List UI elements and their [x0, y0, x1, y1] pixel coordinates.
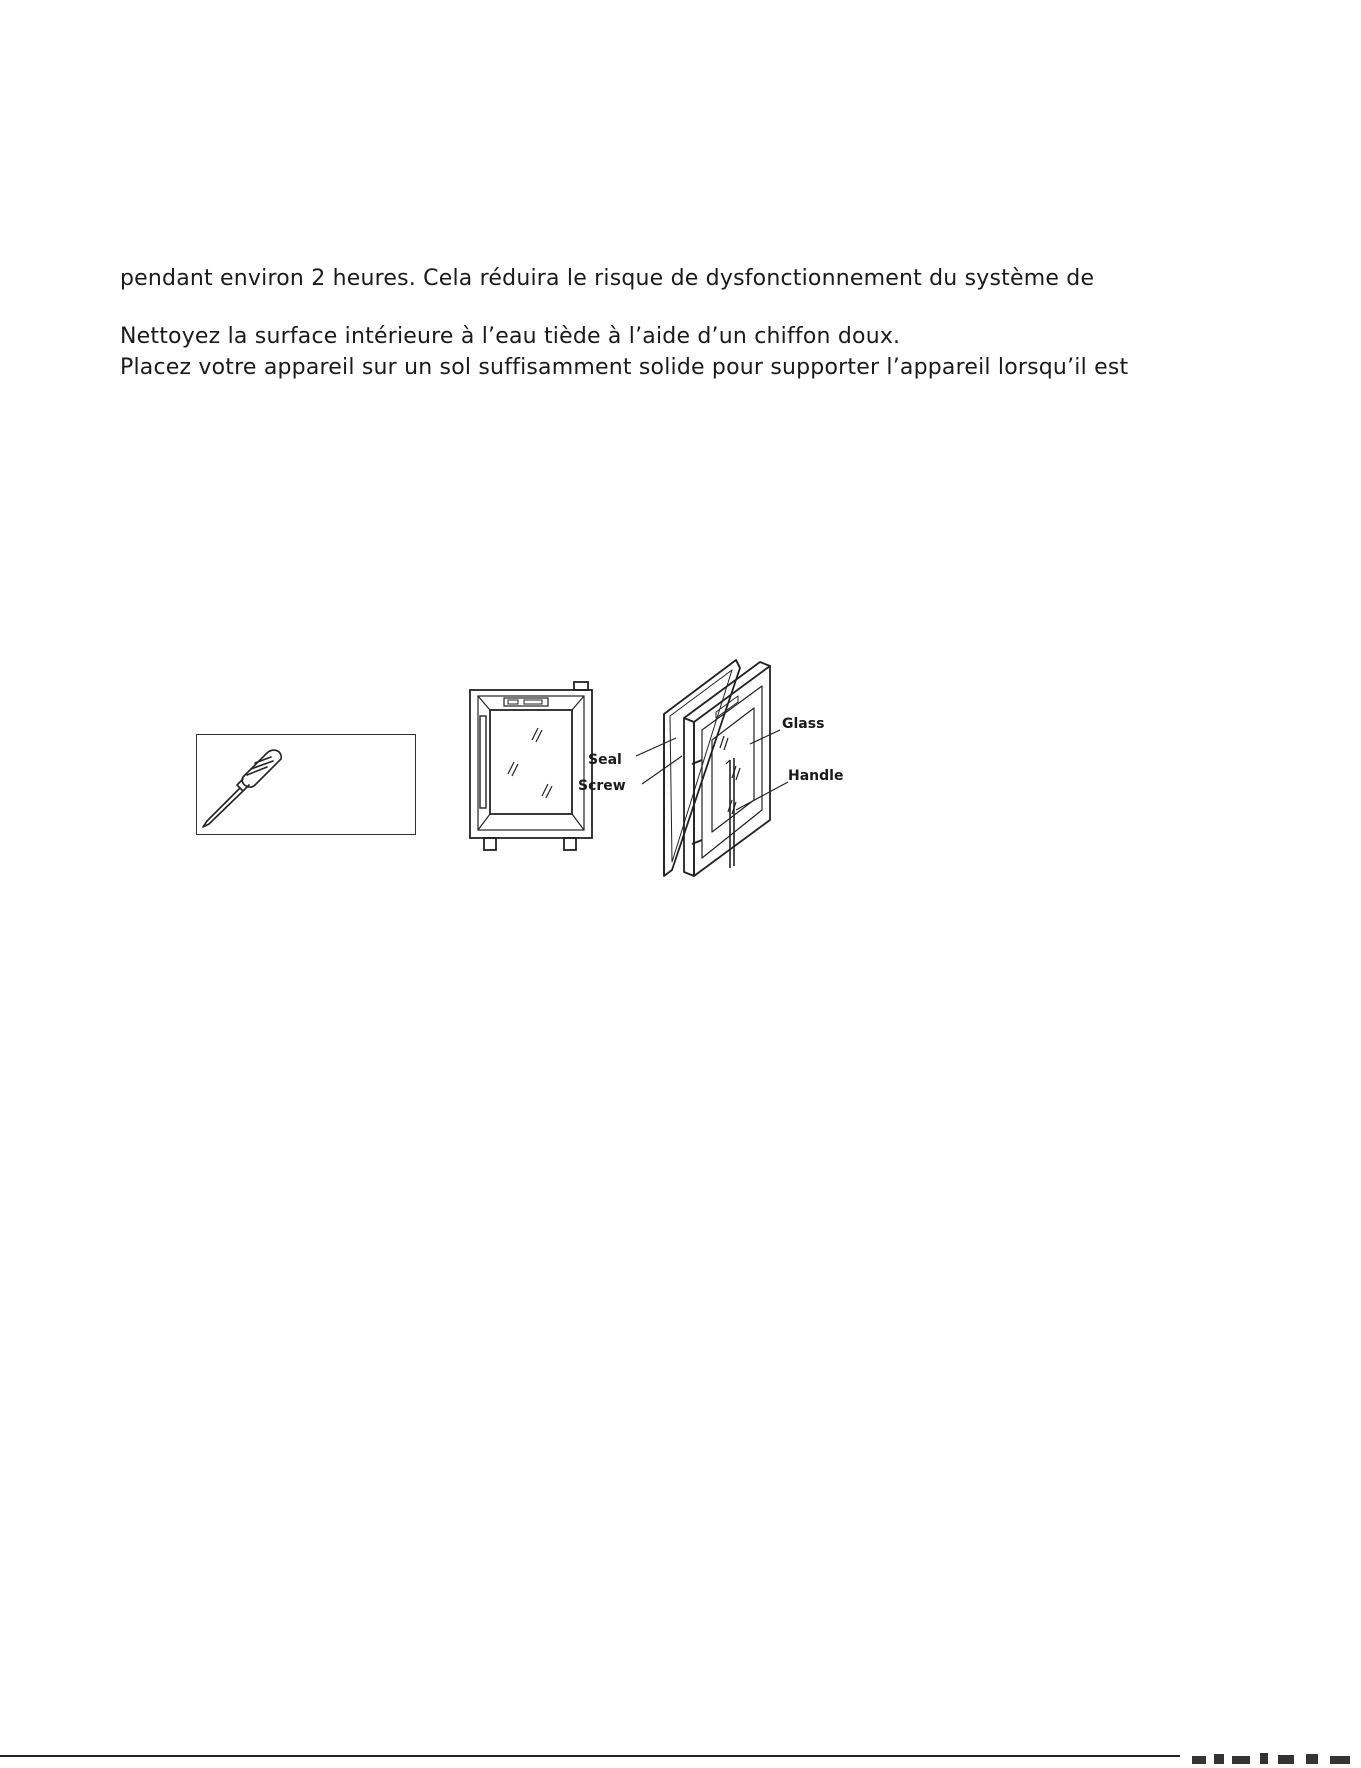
label-glass: Glass	[782, 716, 825, 732]
screwdriver-icon	[197, 735, 417, 836]
footer-fragment	[1190, 1749, 1361, 1761]
body-text-line-2: Nettoyez la surface intérieure à l’eau tiède à l’aide d’un chiffon doux.	[120, 324, 901, 349]
door-exploded-illustration	[578, 660, 860, 889]
body-text-line-1: pendant environ 2 heures. Cela réduira le risque de dysfonctionnement du système de	[120, 266, 1095, 291]
label-seal: Seal	[588, 752, 622, 768]
tool-box	[196, 734, 416, 835]
body-text-line-3: Placez votre appareil sur un sol suffisamment solide pour supporter l’appareil lorsqu’il est	[120, 355, 1129, 380]
label-handle: Handle	[788, 768, 844, 784]
label-screw: Screw	[578, 778, 626, 794]
fridge-front-illustration	[466, 680, 601, 859]
footer-rule	[0, 1755, 1180, 1757]
